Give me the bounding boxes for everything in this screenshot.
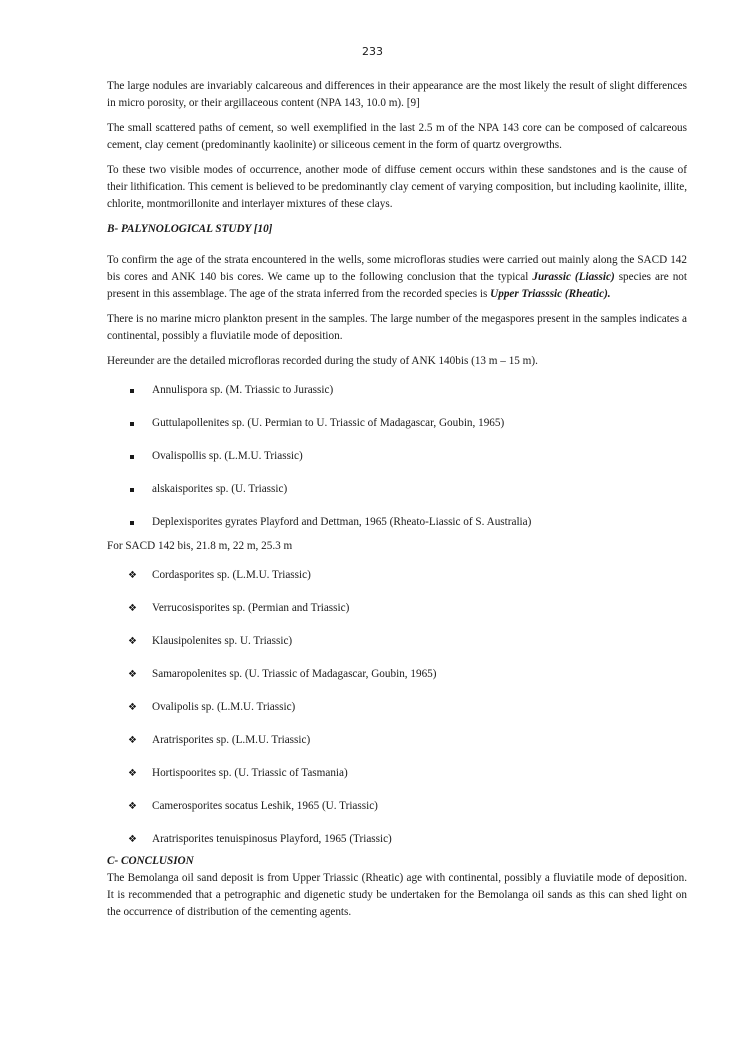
paragraph-hereunder: Hereunder are the detailed microfloras recorded during the study of ANK 140bis (13 m – 15 m). [107, 355, 538, 367]
list-item: Annulispora sp. (M. Triassic to Jurassic) [107, 382, 687, 415]
list-item: ❖ Klausipolenites sp. U. Triassic) [107, 633, 687, 666]
list-item: ❖ Ovalipolis sp. (L.M.U. Triassic) [107, 699, 687, 732]
diamond-bullet-icon: ❖ [128, 669, 137, 680]
strata-emphasis-triassic: Upper Triasssic (Rheatic). [490, 288, 611, 300]
diamond-bullet-icon: ❖ [128, 801, 137, 812]
diamond-bullet-icon: ❖ [128, 702, 137, 713]
list-item: ❖ Camerosporites socatus Leshik, 1965 (U. Triassic) [107, 798, 687, 831]
list-item: ❖ Samaropolenites sp. (U. Triassic of Madagascar, Goubin, 1965) [107, 666, 687, 699]
list-item: ❖ Cordasporites sp. (L.M.U. Triassic) [107, 567, 687, 600]
list-item: ❖ Aratrisporites tenuispinosus Playford, 1965 (Triassic) [107, 831, 687, 853]
sacd-label: For SACD 142 bis, 21.8 m, 22 m, 25.3 m [107, 540, 293, 552]
section-heading-palynological: B- PALYNOLOGICAL STUDY [10] [107, 223, 273, 235]
diamond-bullet-icon: ❖ [128, 636, 137, 647]
strata-text-1: To confirm the age of the strata encountered in the wells, some microfloras studies were carried out mainly along the SACD 142 bis cores and ANK 140 bis cores. We came up to the following conclusion that the typical [107, 254, 687, 283]
paragraph-cement-paths: The small scattered paths of cement, so well exemplified in the last 2.5 m of the NPA 143 core can be composed of calcareous cement, clay cement (predominantly kaolinite) or siliceous cement in the form of quartz overgrowths. [107, 122, 687, 151]
list-item: Guttulapollenites sp. (U. Permian to U. Triassic of Madagascar, Goubin, 1965) [107, 415, 687, 448]
diamond-bullet-icon: ❖ [128, 834, 137, 845]
strata-emphasis-jurassic: Jurassic (Liassic) [532, 271, 615, 283]
list-item: ❖ Verrucosisporites sp. (Permian and Triassic) [107, 600, 687, 633]
list-item: ❖ Aratrisporites sp. (L.M.U. Triassic) [107, 732, 687, 765]
diamond-bullet-icon: ❖ [128, 768, 137, 779]
list-item: Ovalispollis sp. (L.M.U. Triassic) [107, 448, 687, 481]
diamond-bullet-icon: ❖ [128, 603, 137, 614]
page-number: 233 [362, 45, 383, 58]
sacd-microflora-list [107, 567, 687, 853]
section-heading-conclusion: C- CONCLUSION [107, 855, 194, 867]
paragraph-strata-age [107, 252, 687, 303]
diamond-bullet-icon: ❖ [128, 570, 137, 581]
paragraph-conclusion: The Bemolanga oil sand deposit is from Upper Triassic (Rheatic) age with continental, possibly a fluviatile mode of deposition. It is recommended that a petrographic and digenetic study be undertaken for the Bemolanga oil sands as this can shed light on the occurrence of distribution of the cementing agents. [107, 872, 687, 918]
diamond-bullet-icon: ❖ [128, 735, 137, 746]
ank-microflora-list [107, 382, 687, 536]
list-item: ❖ Hortispoorites sp. (U. Triassic of Tasmania) [107, 765, 687, 798]
paragraph-plankton: There is no marine micro plankton present in the samples. The large number of the megaspores present in the samples indicates a continental, possibly a fluviatile mode of deposition. [107, 313, 687, 342]
list-item: alskaisporites sp. (U. Triassic) [107, 481, 687, 514]
list-item: Deplexisporites gyrates Playford and Dettman, 1965 (Rheato-Liassic of S. Australia) [107, 514, 687, 536]
paragraph-diffuse-cement: To these two visible modes of occurrence, another mode of diffuse cement occurs within these sandstones and is the cause of their lithification. This cement is believed to be predominantly clay cement of varying composition, but including kaolinite, illite, chlorite, montmorillonite and interlayer mixtures of these clays. [107, 164, 687, 210]
paragraph-nodules: The large nodules are invariably calcareous and differences in their appearance are the most likely the result of slight differences in micro porosity, or their argillaceous content (NPA 143, 10.0 m). [9] [107, 80, 687, 109]
strata-text-2: species are not present in this assemblage. The age of the strata inferred from the recorded species is [107, 271, 687, 300]
page-content [107, 78, 687, 921]
